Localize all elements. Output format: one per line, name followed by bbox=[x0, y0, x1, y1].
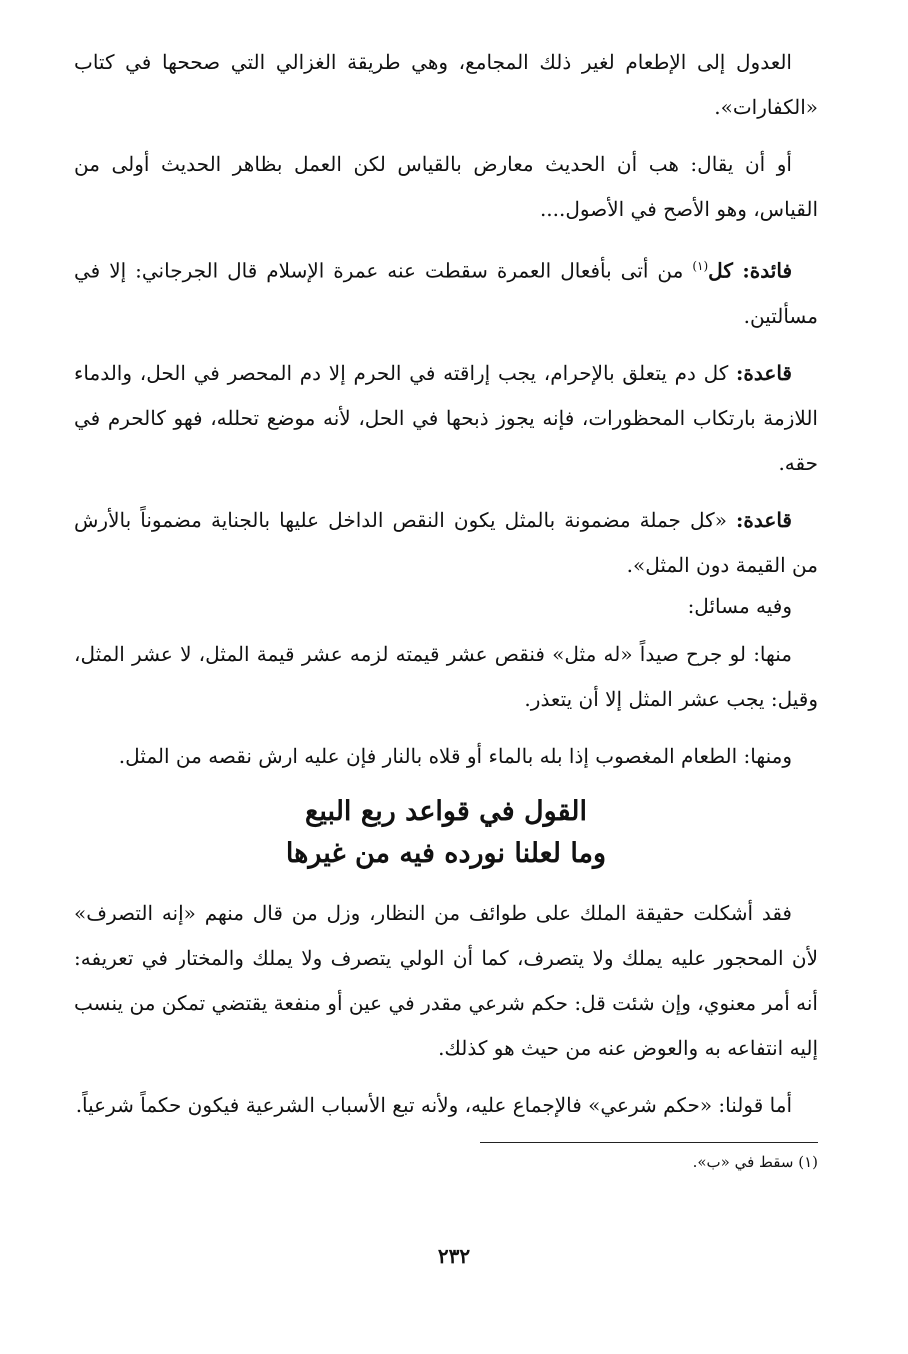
paragraph-masail bbox=[74, 588, 818, 624]
qaida-1-lead: قاعدة: bbox=[736, 360, 792, 385]
paragraph-qaida-2 bbox=[74, 498, 818, 588]
minha-2-text: ومنها: الطعام المغصوب إذا بله بالماء أو قلاه بالنار فإن عليه ارش نقصه من المثل. bbox=[118, 743, 792, 768]
footnote bbox=[74, 1149, 818, 1175]
paragraph-qaida-1 bbox=[74, 351, 818, 486]
footnote-text: (١) سقط في «ب». bbox=[692, 1152, 818, 1171]
minha-1-text: منها: لو جرح صيداً «له مثل» فنقص عشر قيمته لزمه عشر قيمة المثل، لا عشر المثل، وقيل: يجب عشر المثل إلا أن يتعذر. bbox=[74, 641, 818, 711]
paragraph-fayda bbox=[74, 244, 818, 339]
paragraph-1-text: العدول إلى الإطعام لغير ذلك المجامع، وهي طريقة الغزالي التي صححها في كتاب «الكفارات». bbox=[74, 50, 818, 119]
fayda-lead: فائدة: كل bbox=[708, 258, 792, 283]
footnote-divider bbox=[480, 1142, 818, 1143]
hukm-shari-text: أما قولنا: «حكم شرعي» فالإجماع عليه، ولأنه تبع الأسباب الشرعية فيكون حكماً شرعياً. bbox=[75, 1092, 792, 1117]
paragraph-minha-2 bbox=[74, 734, 818, 779]
heading-line-2: وما لعلنا نورده فيه من غيرها bbox=[285, 837, 607, 869]
paragraph-2 bbox=[74, 142, 818, 232]
footnote-marker: (١) bbox=[692, 259, 709, 273]
qaida-1-text: كل دم يتعلق بالإحرام، يجب إراقته في الحرم إلا دم المحصر في الحل، والدماء اللازمة بارتكاب المحظورات، فإنه يجوز ذبحها في الحل، لأنه موضع تحلله، فهو كالحرم في حقه. bbox=[74, 360, 818, 475]
section-heading bbox=[74, 791, 818, 875]
fayda-text: من أتى بأفعال العمرة سقطت عنه عمرة الإسلام قال الجرجاني: إلا في مسألتين. bbox=[74, 258, 818, 328]
paragraph-milk-definition bbox=[74, 891, 818, 1071]
paragraph-1 bbox=[74, 40, 818, 130]
milk-definition-text: فقد أشكلت حقيقة الملك على طوائف من النظار، وزل من قال منهم «إنه التصرف» لأن المحجور عليه يملك ولا يتصرف، كما أن الولي يتصرف ولا يملك والمختار في تعريفه: أنه أمر معنوي، وإن شئت قل: حكم شرعي مقدر في عين أو منفعة يقتضي تمكن من ينسب إليه انتفاعه به والعوض عنه من حيث هو كذلك. bbox=[74, 900, 818, 1060]
qaida-2-text: «كل جملة مضمونة بالمثل يكون النقص الداخل عليها بالجناية مضموناً بالأرش من القيمة دون المثل». bbox=[74, 507, 818, 577]
qaida-2-lead: قاعدة: bbox=[736, 507, 792, 532]
paragraph-hukm-shari bbox=[74, 1083, 818, 1128]
heading-line-1: القول في قواعد ربع البيع bbox=[305, 795, 587, 827]
masail-text: وفيه مسائل: bbox=[687, 593, 792, 618]
paragraph-2-text: أو أن يقال: هب أن الحديث معارض بالقياس لكن العمل بظاهر الحديث أولى من القياس، وهو الأصح في الأصول.... bbox=[74, 152, 818, 221]
page-number: ٢٣٢ bbox=[437, 1244, 471, 1268]
paragraph-minha-1 bbox=[74, 632, 818, 722]
